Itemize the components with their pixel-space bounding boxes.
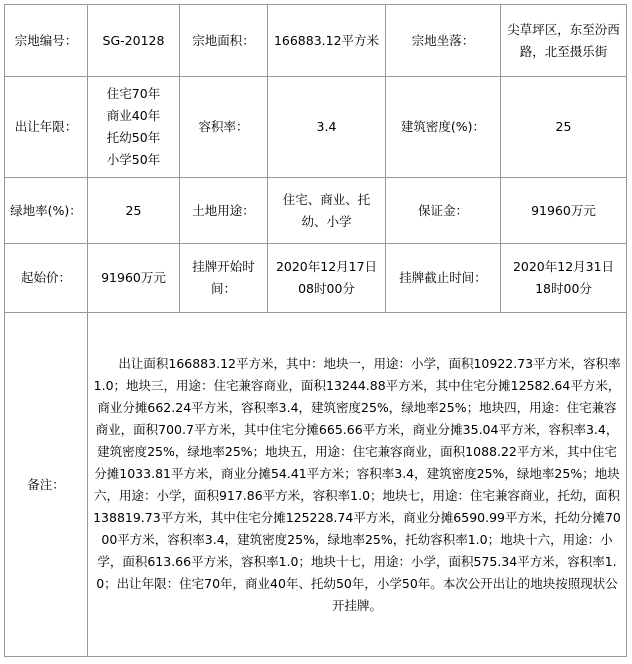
land-use-label: 土地用途： xyxy=(180,178,268,244)
parcel-number-value: SG-20128 xyxy=(88,5,180,77)
land-use-value xyxy=(268,178,386,244)
deposit-value: 91960万元 xyxy=(501,178,627,244)
remarks-text: 出让面积166883.12平方米，其中：地块一，用途：小学，面积10922.73平方米，容积率1.0；地块三，用途：住宅兼容商业，面积13244.88平方米，其中住宅分摊12582.64平方米，商业分摊662.24平方米，容积率3.4，建筑密度25%，绿地率25%；地块四，用途：住宅兼容商业，面积700.7平方米，其中住宅分摊665.66平方米，商业分摊35.04平方米，容积率3.4，建筑密度25%，绿地率25%；地块五，用途：住宅兼容商业，面积1088.22平方米，其中住宅分摊1033.81平方米，商业分摊54.41平方米；容积率3.4，建筑密度25%，绿地率25%；地块六，用途：小学，面积917.86平方米，容积率1.0；地块七，用途：住宅兼容商业，托幼，面积138819.73平方米，其中住宅分摊125228.74平方米，商业分摊6590.99平方米，托幼分摊7000平方米，容积率3.4，建筑密度25%，绿地率25%，托幼容积率1.0；地块十六，用途：小学，面积613.66平方米，容积率1.0；地块十七，用途：小学，面积575.34平方米，容积率1.0；出让年限：住宅70年，商业40年、托幼50年，小学50年。本次公开出让的地块按照现状公开挂牌。 xyxy=(88,313,627,657)
table-row xyxy=(5,77,627,178)
term-value xyxy=(88,77,180,178)
parcel-area-value: 166883.12平方米 xyxy=(268,5,386,77)
listing-end-label: 挂牌截止时间： xyxy=(386,244,501,313)
term-line: 托幼50年 xyxy=(106,130,161,145)
term-label: 出让年限： xyxy=(5,77,88,178)
listing-start-label-line: 间： xyxy=(210,281,236,296)
parcel-location-value xyxy=(501,5,627,77)
far-label: 容积率： xyxy=(180,77,268,178)
listing-end-date: 2020年12月31日 xyxy=(512,259,615,274)
parcel-location-label: 宗地坐落： xyxy=(386,5,501,77)
table-row xyxy=(5,178,627,244)
starting-price-value: 91960万元 xyxy=(88,244,180,313)
deposit-label: 保证金： xyxy=(386,178,501,244)
green-ratio-label: 绿地率(%)： xyxy=(5,178,88,244)
term-line: 住宅70年 xyxy=(106,86,161,101)
location-line: 路，北至摄乐街 xyxy=(519,43,608,59)
listing-start-time: 08时00分 xyxy=(298,281,355,296)
listing-end-time: 18时00分 xyxy=(535,281,592,296)
building-density-value: 25 xyxy=(501,77,627,178)
far-value: 3.4 xyxy=(268,77,386,178)
listing-start-label-line: 挂牌开始时 xyxy=(192,259,255,274)
table-row xyxy=(5,244,627,313)
starting-price-label: 起始价： xyxy=(5,244,88,313)
listing-end-value xyxy=(501,244,627,313)
table-row xyxy=(5,313,627,657)
land-info-table xyxy=(4,4,627,657)
remarks-label: 备注： xyxy=(5,313,88,657)
listing-start-value xyxy=(268,244,386,313)
location-line: 尖草坪区，东至汾西 xyxy=(507,21,620,37)
term-line: 商业40年 xyxy=(106,108,161,123)
parcel-area-label: 宗地面积： xyxy=(180,5,268,77)
listing-start-label xyxy=(180,244,268,313)
parcel-number-label: 宗地编号： xyxy=(5,5,88,77)
land-use-line: 幼、小学 xyxy=(301,213,352,229)
term-line: 小学50年 xyxy=(106,152,161,167)
building-density-label: 建筑密度(%)： xyxy=(386,77,501,178)
land-use-line: 住宅、商业、托 xyxy=(282,191,371,207)
listing-start-date: 2020年12月17日 xyxy=(275,259,378,274)
green-ratio-value: 25 xyxy=(88,178,180,244)
table-row xyxy=(5,5,627,77)
